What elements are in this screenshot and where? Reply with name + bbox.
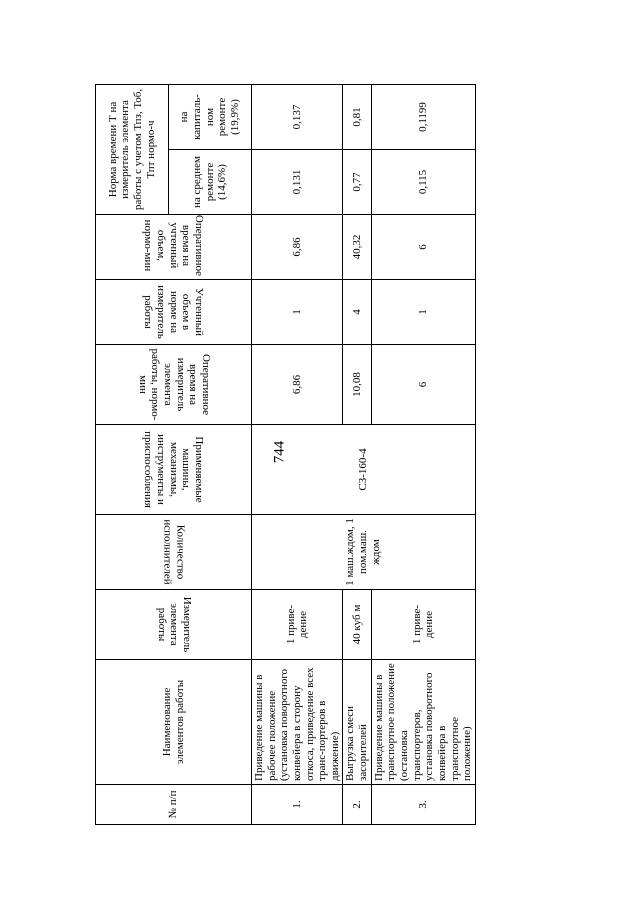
row-meter: 40 куб м xyxy=(343,590,371,660)
row-norm-cap: 0,1199 xyxy=(371,85,475,150)
header-volume xyxy=(96,280,252,345)
row-machine: СЗ-160-4 xyxy=(252,425,476,515)
header-op-time-volume xyxy=(96,215,252,280)
header-machines xyxy=(96,425,252,515)
row-volume: 1 xyxy=(252,280,343,345)
header-num: № п/п xyxy=(96,785,252,825)
row-name: Приведение машины в рабочее положение (установка поворотного конвейера в сторону откоса, приведение всех транс-портеров в движение) xyxy=(252,660,343,785)
row-norm-mid: 0,115 xyxy=(371,150,475,215)
header-row xyxy=(96,85,169,825)
row-op-time-volume: 40,32 xyxy=(343,215,371,280)
row-volume: 4 xyxy=(343,280,371,345)
row-num: 1. xyxy=(252,785,343,825)
norms-table xyxy=(95,84,476,825)
header-workers xyxy=(96,515,252,590)
row-op-time: 6,86 xyxy=(252,345,343,425)
row-op-time: 6 xyxy=(371,345,475,425)
header-machines-text: Применяемые машины, механизмы, инструменты и приспособления xyxy=(142,431,206,508)
row-norm-cap: 0,81 xyxy=(343,85,371,150)
row-op-time-volume: 6,86 xyxy=(252,215,343,280)
header-op-time xyxy=(96,345,252,425)
row-name: Выгрузка смеси засорителей xyxy=(343,660,371,785)
table-row xyxy=(252,85,343,825)
header-norm-mid: на среднем ремонте (14,6%) xyxy=(169,150,252,215)
header-workers-text: Количество исполнителей xyxy=(161,519,187,585)
row-op-time: 10,08 xyxy=(343,345,371,425)
header-norm-cap: на капиталь-ном ремонте (19,9%) xyxy=(169,85,252,150)
row-meter: 1 приве-дение xyxy=(252,590,343,660)
row-op-time-volume: 6 xyxy=(371,215,475,280)
norms-table-rotated xyxy=(95,85,474,825)
row-num: 2. xyxy=(343,785,371,825)
header-name: Наименование элементов работы xyxy=(96,660,252,785)
row-meter: 1 приве-дение xyxy=(371,590,475,660)
header-meter-text: Измеритель элемента работы xyxy=(155,596,193,653)
page-number: 744 xyxy=(271,440,288,464)
row-norm-mid: 0,77 xyxy=(343,150,371,215)
row-name: Приведение машины в транспортное положение (остановка транспортеров, установка поворотного конвейера в транспортное положение) xyxy=(371,660,475,785)
row-num: 3. xyxy=(371,785,475,825)
header-meter xyxy=(96,590,252,660)
header-op-time-volume-text: Оперативное время на учтенный объем, нормо-мин xyxy=(142,214,206,276)
header-op-time-text: Оперативное время на измеритель элемента работы, нормо-мин xyxy=(136,348,212,421)
header-norm-group: Норма времени Т на измеритель элемента работы с учетом Тпз, Тоб, Тпт нормо-ч xyxy=(96,85,169,215)
row-norm-cap: 0,137 xyxy=(252,85,343,150)
row-volume: 1 xyxy=(371,280,475,345)
row-norm-mid: 0,131 xyxy=(252,150,343,215)
header-volume-text: Учтенный объем в норме на измеритель работы xyxy=(142,285,206,339)
row-workers: 1 маш.ждом, 1 пом.маш. ждом xyxy=(252,515,476,590)
